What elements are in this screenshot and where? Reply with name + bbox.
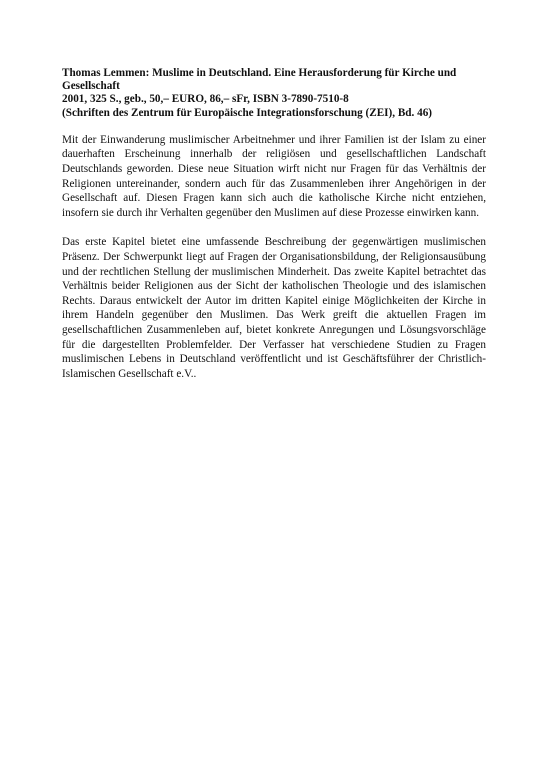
description-paragraph-1: Mit der Einwanderung muslimischer Arbeitnehmer und ihrer Familien ist der Islam zu einer dauerhaften Erscheinung innerhalb der religiösen und gesellschaftlichen Landschaft Deutschlands geworden. Diese neue Situation wirft nicht nur Fragen für das Verhältnis der Religionen untereinander, sondern auch für das Zusammenleben ihrer Angehörigen in der Gesellschaft auf. Diesen Fragen kann sich auch die katholische Kirche nicht entziehen, insofern sie durch ihr Verhalten gegenüber den Muslimen auf diese Prozesse einwirken kann. [62,133,486,219]
book-title: Thomas Lemmen: Muslime in Deutschland. Eine Herausforderung für Kirche und Gesellschaft [62,67,457,93]
book-header [62,67,486,120]
document-page [62,67,486,381]
book-details: 2001, 325 S., geb., 50,– EURO, 86,– sFr, ISBN 3-7890-7510-8 [62,93,349,106]
book-series: (Schriften des Zentrum für Europäische Integrationsforschung (ZEI), Bd. 46) [62,106,433,119]
description-paragraph-2: Das erste Kapitel bietet eine umfassende Beschreibung der gegenwärtigen muslimischen Präsenz. Der Schwerpunkt liegt auf Fragen der Organisationsbildung, der Religionsausübung und der rechtlichen Stellung der muslimischen Minderheit. Das zweite Kapitel betrachtet das Verhältnis beider Religionen aus der Sicht der katholischen Theologie und des islamischen Rechts. Daraus entwickelt der Autor im dritten Kapitel einige Möglichkeiten der Kirche in ihrem Handeln gegenüber den Muslimen. Das Werk greift die aktuellen Fragen im gesellschaftlichen Zusammenleben auf, bietet konkrete Anregungen und Lösungsvorschläge für die dargestellten Problemfelder. Der Verfasser hat verschiedene Studien zu Fragen muslimischen Lebens in Deutschland veröffentlicht und ist Geschäftsführer der Christlich-Islamischen Gesellschaft e.V.. [62,236,486,380]
